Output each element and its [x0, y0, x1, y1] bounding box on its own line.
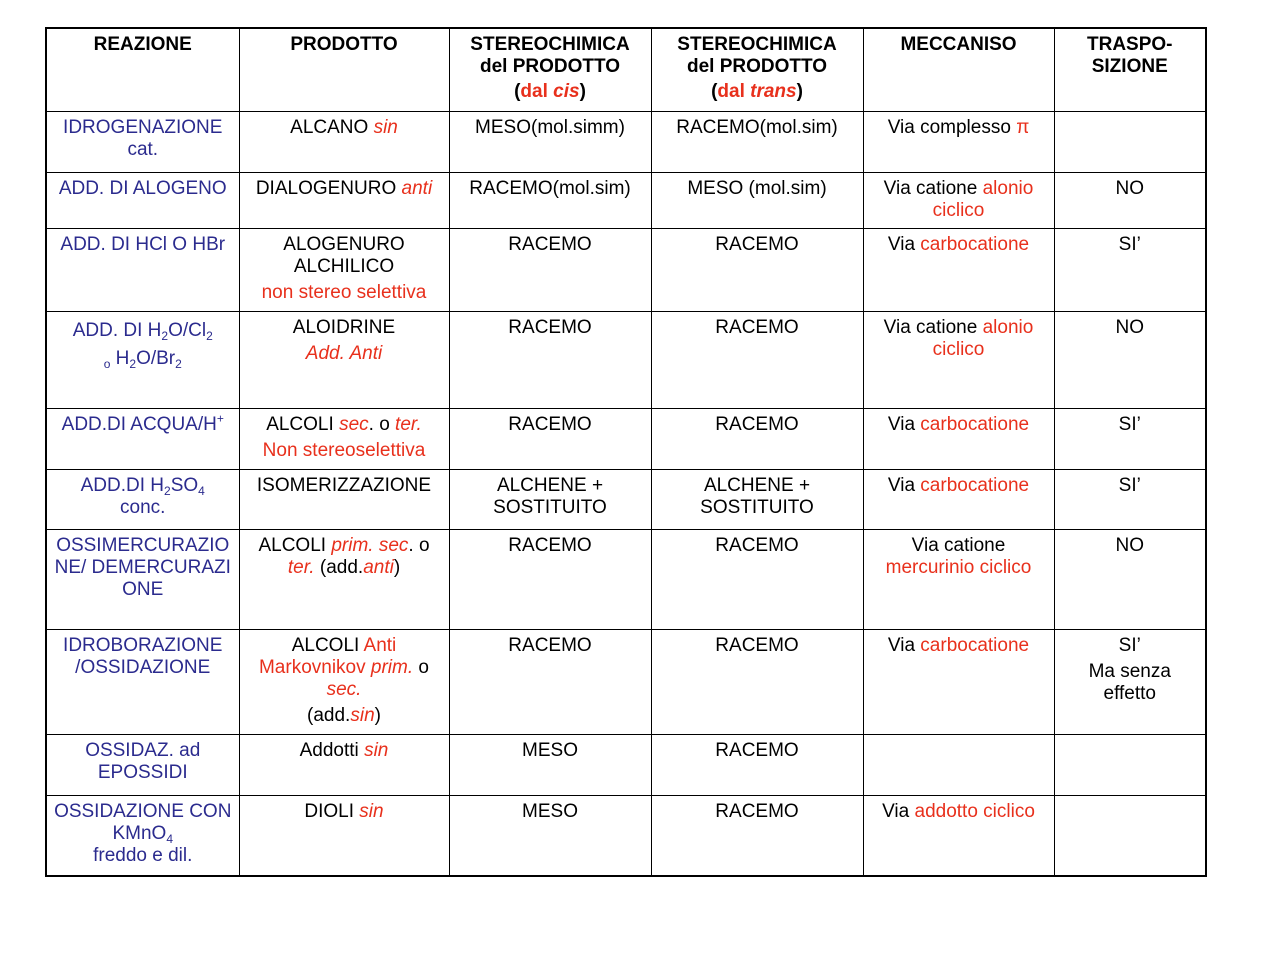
table-row: [46, 172, 1206, 228]
cell-stereo-trans: MESO (mol.sim): [651, 172, 863, 228]
table-row: [46, 629, 1206, 734]
table-row: [46, 469, 1206, 529]
cell-reazione: ADD. DI $H_2O/Cl_2$ $_o$ $H_2O/Br_2$: [46, 311, 239, 408]
cell-prodotto: ISOMERIZZAZIONE: [239, 469, 449, 529]
cell-stereo-cis: ALCHENE + SOSTITUITO: [449, 469, 651, 529]
cell-stereo-trans: RACEMO(mol.sim): [651, 111, 863, 172]
cell-meccaniso: Via carbocatione: [863, 469, 1054, 529]
cell-stereo-cis: RACEMO: [449, 629, 651, 734]
cell-reazione: ADD.DI ACQUA/H+: [46, 408, 239, 469]
cell-stereo-trans: RACEMO: [651, 228, 863, 311]
cell-stereo-trans: RACEMO: [651, 795, 863, 876]
table-row: [46, 734, 1206, 795]
cell-stereo-trans: RACEMO: [651, 408, 863, 469]
cell-reazione: IDROGENAZIONE cat.: [46, 111, 239, 172]
cell-trasposizione: [1054, 734, 1206, 795]
cell-stereo-trans: ALCHENE + SOSTITUITO: [651, 469, 863, 529]
header-prodotto: PRODOTTO: [239, 28, 449, 111]
cell-stereo-trans: RACEMO: [651, 529, 863, 629]
cell-prodotto: ALCANO sin: [239, 111, 449, 172]
cell-meccaniso: Via carbocatione: [863, 629, 1054, 734]
cell-meccaniso: Via catione alonio ciclico: [863, 311, 1054, 408]
cell-prodotto: Addotti sin: [239, 734, 449, 795]
cell-prodotto: DIOLI sin: [239, 795, 449, 876]
table-row: [46, 228, 1206, 311]
cell-meccaniso: Via catione mercurinio ciclico: [863, 529, 1054, 629]
table-row: [46, 408, 1206, 469]
header-meccaniso: MECCANISO: [863, 28, 1054, 111]
cell-stereo-cis: RACEMO: [449, 228, 651, 311]
cell-reazione: IDROBORAZIONE /OSSIDAZIONE: [46, 629, 239, 734]
cell-trasposizione: SI’ Ma senza effetto: [1054, 629, 1206, 734]
cell-stereo-cis: MESO: [449, 795, 651, 876]
header-row: [46, 28, 1206, 111]
cell-meccaniso: Via carbocatione: [863, 228, 1054, 311]
cell-trasposizione: SI’: [1054, 469, 1206, 529]
cell-reazione: OSSIDAZ. ad EPOSSIDI: [46, 734, 239, 795]
cell-trasposizione: NO: [1054, 529, 1206, 629]
cell-stereo-cis: RACEMO(mol.sim): [449, 172, 651, 228]
cell-prodotto: ALOGENURO ALCHILICO non stereo selettiva: [239, 228, 449, 311]
cell-stereo-cis: RACEMO: [449, 408, 651, 469]
cell-stereo-trans: RACEMO: [651, 629, 863, 734]
cell-stereo-cis: RACEMO: [449, 529, 651, 629]
header-stereo-cis: STEREOCHIMICA del PRODOTTO (dal cis): [449, 28, 651, 111]
cell-trasposizione: SI’: [1054, 228, 1206, 311]
reactions-table: [45, 27, 1207, 877]
cell-stereo-trans: RACEMO: [651, 734, 863, 795]
table-row: [46, 311, 1206, 408]
table-row: [46, 529, 1206, 629]
cell-meccaniso: Via complesso π: [863, 111, 1054, 172]
cell-trasposizione: [1054, 111, 1206, 172]
header-reazione: REAZIONE: [46, 28, 239, 111]
cell-reazione: OSSIDAZIONE CON KMnO$_4$ freddo e dil.: [46, 795, 239, 876]
cell-prodotto: ALCOLI Anti Markovnikov prim. o sec. (add.sin): [239, 629, 449, 734]
cell-trasposizione: NO: [1054, 172, 1206, 228]
cell-prodotto: ALCOLI prim. sec. o ter. (add.anti): [239, 529, 449, 629]
cell-meccaniso: [863, 734, 1054, 795]
cell-reazione: ADD. DI HCl O HBr: [46, 228, 239, 311]
cell-reazione: OSSIMERCURAZIONE/ DEMERCURAZIONE: [46, 529, 239, 629]
cell-prodotto: ALCOLI sec. o ter. Non stereoselettiva: [239, 408, 449, 469]
cell-stereo-trans: RACEMO: [651, 311, 863, 408]
cell-reazione: ADD.DI $H_2SO_4$ conc.: [46, 469, 239, 529]
cell-prodotto: ALOIDRINE Add. Anti: [239, 311, 449, 408]
cell-meccaniso: Via carbocatione: [863, 408, 1054, 469]
cell-meccaniso: Via addotto ciclico: [863, 795, 1054, 876]
cell-prodotto: DIALOGENURO anti: [239, 172, 449, 228]
cell-reazione: ADD. DI ALOGENO: [46, 172, 239, 228]
cell-trasposizione: NO: [1054, 311, 1206, 408]
cell-trasposizione: SI’: [1054, 408, 1206, 469]
table-row: [46, 111, 1206, 172]
cell-stereo-cis: MESO(mol.simm): [449, 111, 651, 172]
cell-trasposizione: [1054, 795, 1206, 876]
header-stereo-trans: STEREOCHIMICA del PRODOTTO (dal trans): [651, 28, 863, 111]
cell-meccaniso: Via catione alonio ciclico: [863, 172, 1054, 228]
cell-stereo-cis: RACEMO: [449, 311, 651, 408]
header-trasposizione: TRASPO- SIZIONE: [1054, 28, 1206, 111]
table-row: [46, 795, 1206, 876]
cell-stereo-cis: MESO: [449, 734, 651, 795]
